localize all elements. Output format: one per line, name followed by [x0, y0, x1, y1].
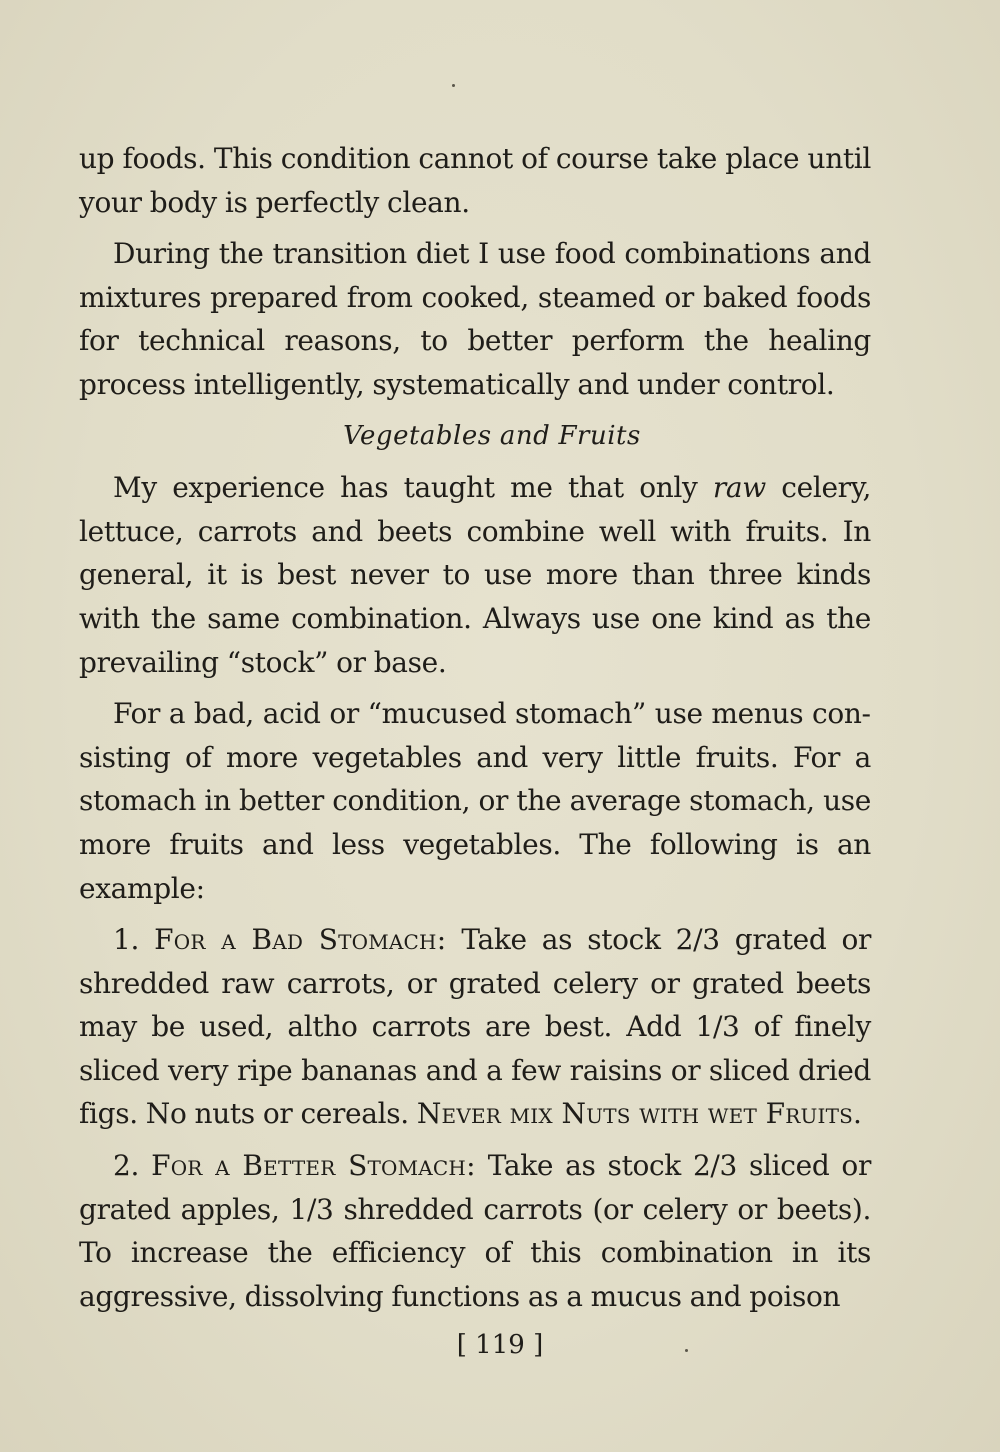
paragraph-3-start: My experience has taught me that only: [113, 471, 713, 505]
body-text: [79, 137, 871, 1326]
paragraph-4: For a bad, acid or “mucused stomach” use menus consisting of more vegetables and very little fruits. For a stomach in better condition, or the average stomach, use more fruits and less vegetables. The following is an example:: [79, 697, 871, 905]
item-1-label: For a Bad Stomach:: [154, 923, 447, 957]
page-speck: [452, 84, 455, 87]
item-2-number: 2.: [113, 1149, 152, 1183]
item-1-text: Take as stock 2/3 grated or shredded raw carrots, or grated celery or grated beets may be used, altho carrots are best. Add 1/3 of finely sliced very ripe bananas and a few raisins or sliced dried figs. No nuts or cereals.: [79, 923, 872, 1131]
paragraph-2: During the transition diet I use food combinations and mixtures prepared from cooked, steamed or baked foods for technical reasons, to better perform the healing process intelligently, systematically and under control.: [79, 237, 871, 401]
item-1-warning: Never mix Nuts with wet Fruits.: [416, 1097, 863, 1131]
paragraph-3: [79, 466, 871, 684]
item-2-label: For a Better Stomach:: [151, 1149, 476, 1183]
item-1-number: 1.: [113, 923, 155, 957]
paragraph-3-rest: celery, lettuce, carrots and beets combine well with fruits. In general, it is best never to use more than three kinds with the same combination. Always use one kind as the prevailing “stock” or base.: [79, 471, 871, 679]
item-2-text: Take as stock 2/3 sliced or grated apples, 1/3 shredded carrots (or celery or beets). To increase the efficiency of this combination in its aggressive, dissolving functions as a mucus and poison: [79, 1149, 871, 1313]
emphasis-raw: raw: [712, 471, 766, 505]
paragraph-5: [79, 918, 871, 1136]
paragraph-1: up foods. This condition cannot of course take place until your body is perfectly clean.: [79, 142, 871, 219]
page-number: [ 119 ]: [456, 1330, 544, 1360]
section-heading: Vegetables and Fruits: [343, 420, 641, 451]
paragraph-6: [79, 1144, 871, 1318]
